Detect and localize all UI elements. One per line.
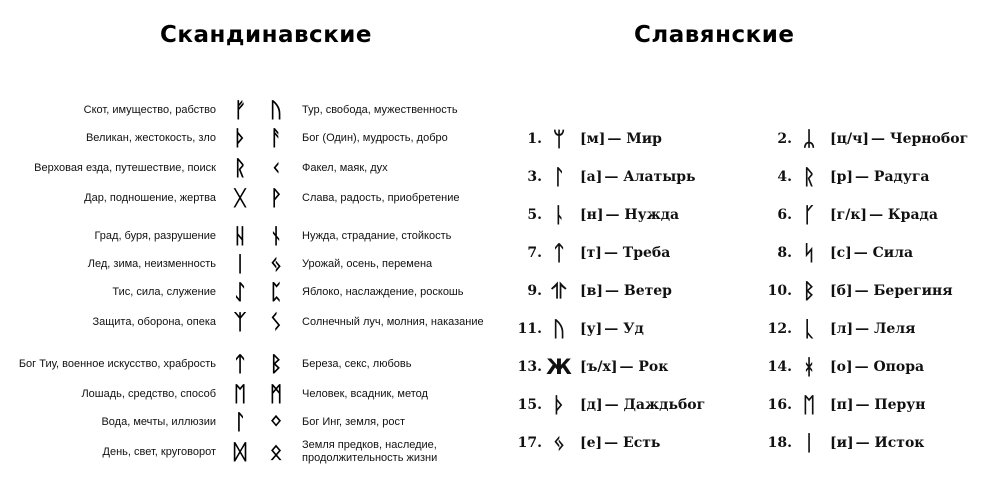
rune-glyph-icon: ᚨ [269, 125, 283, 150]
rune-glyph-icon: ᚹ [269, 185, 283, 210]
rune-row [0, 278, 500, 306]
rune-glyph-icon: ᛜ [269, 409, 283, 434]
rune-meaning-right: Нужда, страдание, стойкость [302, 229, 452, 242]
rune-name: — Радуга [855, 169, 930, 185]
rune-group [0, 96, 500, 212]
rune-glyph-icon: ᚺ [233, 223, 247, 248]
slavic-rune-entry [762, 430, 992, 455]
slavic-rune-entry [762, 240, 992, 265]
rune-number: 4. [777, 169, 792, 185]
rune-number: 13. [517, 359, 542, 375]
rune-number: 6. [777, 207, 792, 223]
rune-glyph-icon: ᛏ [233, 351, 247, 376]
rune-number: 16. [767, 397, 792, 413]
rune-glyph-icon: ᚦ [233, 125, 247, 150]
rune-glyph-icon: ᛁ [233, 251, 247, 276]
rune-glyph-icon: ᛟ [269, 439, 283, 464]
rune-glyph-icon: ᛇ [233, 279, 247, 304]
slavic-rune-row [512, 386, 992, 424]
rune-sound: [с] [830, 245, 852, 261]
rune-meaning-left: День, свет, круговорот [102, 445, 216, 458]
slavic-rune-entry [762, 278, 992, 303]
rune-sound: [ъ/х] [580, 359, 618, 375]
rune-glyph-icon: ᛖ [233, 381, 247, 406]
rune-row [0, 222, 500, 250]
rune-number: 1. [527, 131, 542, 147]
rune-meaning-left: Лед, зима, неизменность [87, 257, 216, 270]
rune-glyph-icon: ᛋ [802, 240, 816, 265]
rune-glyph-icon: ᚱ [802, 164, 816, 189]
rune-number: 8. [777, 245, 792, 261]
rune-glyph-icon: ᛘ [552, 126, 566, 151]
rune-glyph-icon: ᛖ [802, 392, 816, 417]
rune-name: — Исток [855, 435, 925, 451]
rune-meaning-right: Солнечный луч, молния, наказание [302, 315, 484, 328]
rune-glyph-icon: ᚼ [802, 354, 816, 379]
rune-glyph-icon: ᚠ [233, 97, 247, 122]
rune-glyph-icon: ᛞ [233, 439, 247, 464]
rune-meaning-right: Тур, свобода, мужественность [302, 103, 458, 116]
rune-sound: [п] [830, 397, 854, 413]
rune-glyph-icon: ᚢ [552, 316, 566, 341]
rune-meaning-right: Бог (Один), мудрость, добро [302, 131, 448, 144]
rune-glyph-icon: ᛚ [233, 409, 247, 434]
rune-sound: [и] [830, 435, 854, 451]
rune-glyph-icon: ᛏ [552, 240, 566, 265]
slavic-rune-entry [512, 240, 762, 265]
rune-meaning-right: Земля предков, наследие, продолжительность жизни [302, 439, 438, 464]
rune-number: 14. [767, 359, 792, 375]
rune-glyph-icon: ⥣ [551, 278, 567, 303]
rune-sound: [л] [830, 321, 854, 337]
rune-glyph-icon: ᚱ [233, 155, 247, 180]
rune-glyph-icon: ᛊ [269, 309, 283, 334]
rune-meaning-left: Лошадь, средство, способ [81, 387, 216, 400]
rune-name: — Берегиня [854, 283, 953, 299]
slavic-rune-entry [512, 430, 762, 455]
rune-meaning-right: Береза, секс, любовь [302, 357, 412, 370]
rune-sound: [у] [580, 321, 603, 337]
rune-name: — Опора [854, 359, 925, 375]
rune-name: — Уд [604, 321, 644, 337]
rune-meaning-left: Верховая езда, путешествие, поиск [34, 161, 216, 174]
slavic-rune-entry [512, 164, 762, 189]
rune-name: — Даждьбог [604, 397, 706, 413]
rune-glyph-icon: ᚴ [802, 202, 816, 227]
slavic-rune-row [512, 196, 992, 234]
rune-glyph-icon: ᚷ [233, 185, 247, 210]
slavic-rune-row [512, 310, 992, 348]
rune-name: — Нужда [605, 207, 680, 223]
rune-glyph-icon: ᛃ [269, 251, 283, 276]
rune-meaning-left: Великан, жестокость, зло [85, 131, 216, 144]
rune-number: 3. [527, 169, 542, 185]
rune-glyph-icon: Ж [546, 354, 572, 379]
rune-meaning-left: Вода, мечты, иллюзии [101, 415, 216, 428]
rune-row [0, 436, 500, 468]
rune-name: — Крада [869, 207, 938, 223]
rune-number: 18. [767, 435, 792, 451]
rune-sound: [р] [830, 169, 854, 185]
rune-glyph-icon: ᚿ [552, 202, 566, 227]
slavic-rune-row [512, 424, 992, 462]
rune-name: — Есть [604, 435, 661, 451]
rune-sound: [н] [580, 207, 604, 223]
rune-row [0, 96, 500, 124]
slavic-rune-row [512, 234, 992, 272]
rune-glyph-icon: ᚾ [269, 223, 283, 248]
rune-row [0, 184, 500, 212]
rune-name: — Чернобог [870, 131, 969, 147]
slavic-rune-entry [762, 202, 992, 227]
slavic-rune-entry [512, 316, 762, 341]
slavic-rune-entry [762, 126, 992, 151]
rune-meaning-left: Град, буря, разрушение [94, 229, 216, 242]
slavic-rune-row [512, 158, 992, 196]
rune-meaning-right: Урожай, осень, перемена [302, 257, 433, 270]
rune-number: 9. [527, 283, 542, 299]
rune-number: 15. [517, 397, 542, 413]
rune-number: 5. [527, 207, 542, 223]
rune-row [0, 348, 500, 380]
rune-sound: [д] [580, 397, 603, 413]
rune-number: 7. [527, 245, 542, 261]
rune-glyph-icon: ᛁ [802, 430, 816, 455]
slavic-rune-row [512, 272, 992, 310]
rune-meaning-right: Человек, всадник, метод [302, 387, 428, 400]
rune-name: — Леля [855, 321, 916, 337]
slavic-rune-entry [512, 354, 762, 379]
rune-number: 11. [517, 321, 542, 337]
rune-sound: [м] [580, 131, 606, 147]
slavic-rune-entry [762, 164, 992, 189]
rune-number: 10. [767, 283, 792, 299]
rune-glyph-icon: ᛗ [269, 381, 283, 406]
rune-name: — Алатырь [604, 169, 696, 185]
rune-meaning-left: Скот, имущество, рабство [83, 103, 216, 116]
rune-number: 12. [767, 321, 792, 337]
rune-sound: [г/к] [830, 207, 868, 223]
rune-glyph-icon: ᚢ [269, 97, 283, 122]
rune-name: — Треба [603, 245, 671, 261]
rune-sound: [в] [580, 283, 603, 299]
slavic-rune-row [512, 348, 992, 386]
rune-glyph-icon: ᛚ [552, 164, 566, 189]
rune-glyph-icon: ᚳ [802, 316, 816, 341]
rune-meaning-right: Яблоко, наслаждение, роскошь [302, 285, 464, 298]
rune-name: — Сила [853, 245, 914, 261]
rune-name: — Рок [619, 359, 669, 375]
scandinavian-rune-table [0, 96, 500, 478]
rune-meaning-left: Защита, оборона, опека [92, 315, 216, 328]
rune-meaning-left: Дар, подношение, жертва [84, 191, 216, 204]
rune-glyph-icon: ᛒ [269, 351, 283, 376]
rune-meaning-right: Бог Инг, земля, рост [302, 415, 406, 428]
rune-row [0, 124, 500, 152]
rune-glyph-icon: ᛃ [552, 430, 566, 455]
slavic-rune-entry [512, 392, 762, 417]
rune-glyph-icon: ᛒ [802, 278, 816, 303]
rune-sound: [е] [580, 435, 603, 451]
rune-name: — Перун [855, 397, 926, 413]
rune-group [0, 348, 500, 468]
slavic-heading: Славянские [634, 22, 795, 48]
scandinavian-heading: Скандинавские [160, 22, 373, 48]
slavic-rune-entry [762, 354, 992, 379]
rune-glyph-icon: ᛉ [233, 309, 247, 334]
rune-sound: [б] [830, 283, 853, 299]
rune-glyph-icon: ᛈ [269, 279, 283, 304]
rune-meaning-left: Бог Тиу, военное искусство, храбрость [18, 357, 216, 370]
rune-sound: [а] [580, 169, 603, 185]
rune-row [0, 306, 500, 338]
rune-group [0, 222, 500, 338]
rune-sound: [о] [830, 359, 853, 375]
slavic-rune-table [512, 120, 992, 462]
rune-name: — Мир [607, 131, 662, 147]
slavic-rune-entry [512, 278, 762, 303]
rune-row [0, 408, 500, 436]
rune-meaning-right: Слава, радость, приобретение [302, 191, 460, 204]
rune-meaning-left: Тис, сила, служение [112, 285, 216, 298]
rune-glyph-icon: ᛦ [802, 126, 816, 151]
slavic-rune-entry [762, 392, 992, 417]
rune-row [0, 152, 500, 184]
rune-sound: [ц/ч] [830, 131, 869, 147]
slavic-rune-row [512, 120, 992, 158]
rune-number: 2. [777, 131, 792, 147]
slavic-rune-entry [512, 126, 762, 151]
slavic-rune-entry [512, 202, 762, 227]
rune-row [0, 250, 500, 278]
rune-name: — Ветер [604, 283, 672, 299]
rune-glyph-icon: ᚦ [552, 392, 566, 417]
slavic-rune-entry [762, 316, 992, 341]
rune-glyph-icon: ᚲ [269, 155, 283, 180]
rune-meaning-right: Факел, маяк, дух [302, 161, 388, 174]
rune-number: 17. [517, 435, 542, 451]
rune-row [0, 380, 500, 408]
rune-sound: [т] [580, 245, 602, 261]
